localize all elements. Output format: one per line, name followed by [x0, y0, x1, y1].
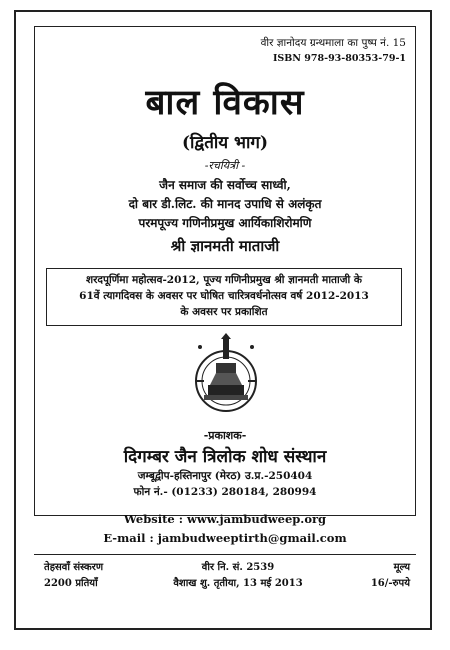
publisher-website: Website : www.jambudweep.org [123, 512, 327, 526]
vir-nirvan-samvat: वीर नि. सं. 2539 [201, 562, 275, 573]
book-title: बाल विकास [145, 82, 305, 123]
author-description [0, 176, 450, 233]
book-subtitle: (द्वितीय भाग) [181, 133, 269, 153]
footer-divider [34, 554, 416, 555]
publisher-label: -प्रकाशक- [203, 429, 247, 442]
copies-count: 2200 प्रतियाँ [44, 578, 98, 589]
price-label: मूल्य [393, 562, 410, 573]
author-label: -रचयित्री - [204, 159, 246, 172]
occasion-box [46, 268, 402, 326]
author-name: श्री ज्ञानमती माताजी [170, 237, 280, 255]
series-text: वीर ज्ञानोदय ग्रन्थमाला का पुष्प नं. 15 [260, 37, 406, 49]
series-info [261, 36, 406, 66]
isbn-text: ISBN 978-93-80353-79-1 [272, 53, 406, 64]
date-info [168, 560, 308, 592]
publication-date: वैशाख शु. तृतीया, 13 मई 2013 [173, 578, 303, 589]
emblem-graphic [190, 333, 262, 419]
occasion-line-2: 61वें त्यागदिवस के अवसर पर घोषित चारित्रवर्धनोत्सव वर्ष 2012-2013 [79, 290, 369, 302]
price-value: 16/-रुपये [370, 578, 410, 589]
author-desc-line-2: दो बार डी.लिट. की मानद उपाधि से अलंकृत [128, 197, 322, 211]
edition-info [44, 560, 103, 592]
author-desc-line-3: परमपूज्य गणिनीप्रमुख आर्यिकाशिरोमणि [138, 216, 312, 230]
edition-label: तेहसवाँ संस्करण [44, 562, 104, 573]
price-info [371, 560, 410, 592]
publisher-address: जम्बूद्वीप-हस्तिनापुर (मेरठ) उ.प्र.-250404 [137, 470, 313, 482]
publisher-name: दिगम्बर जैन त्रिलोक शोध संस्थान [123, 447, 327, 467]
temple-emblem [190, 333, 262, 419]
occasion-line-1: शरदपूर्णिमा महोत्सव-2012, पूज्य गणिनीप्रमुख श्री ज्ञानमती माताजी के [86, 274, 362, 286]
occasion-line-3: के अवसर पर प्रकाशित [180, 306, 268, 318]
author-desc-line-1: जैन समाज की सर्वोच्च साध्वी, [159, 178, 291, 192]
publisher-phone: फोन नं.- (01233) 280184, 280994 [133, 486, 317, 498]
publisher-email: E-mail : jambudweeptirth@gmail.com [103, 531, 347, 545]
